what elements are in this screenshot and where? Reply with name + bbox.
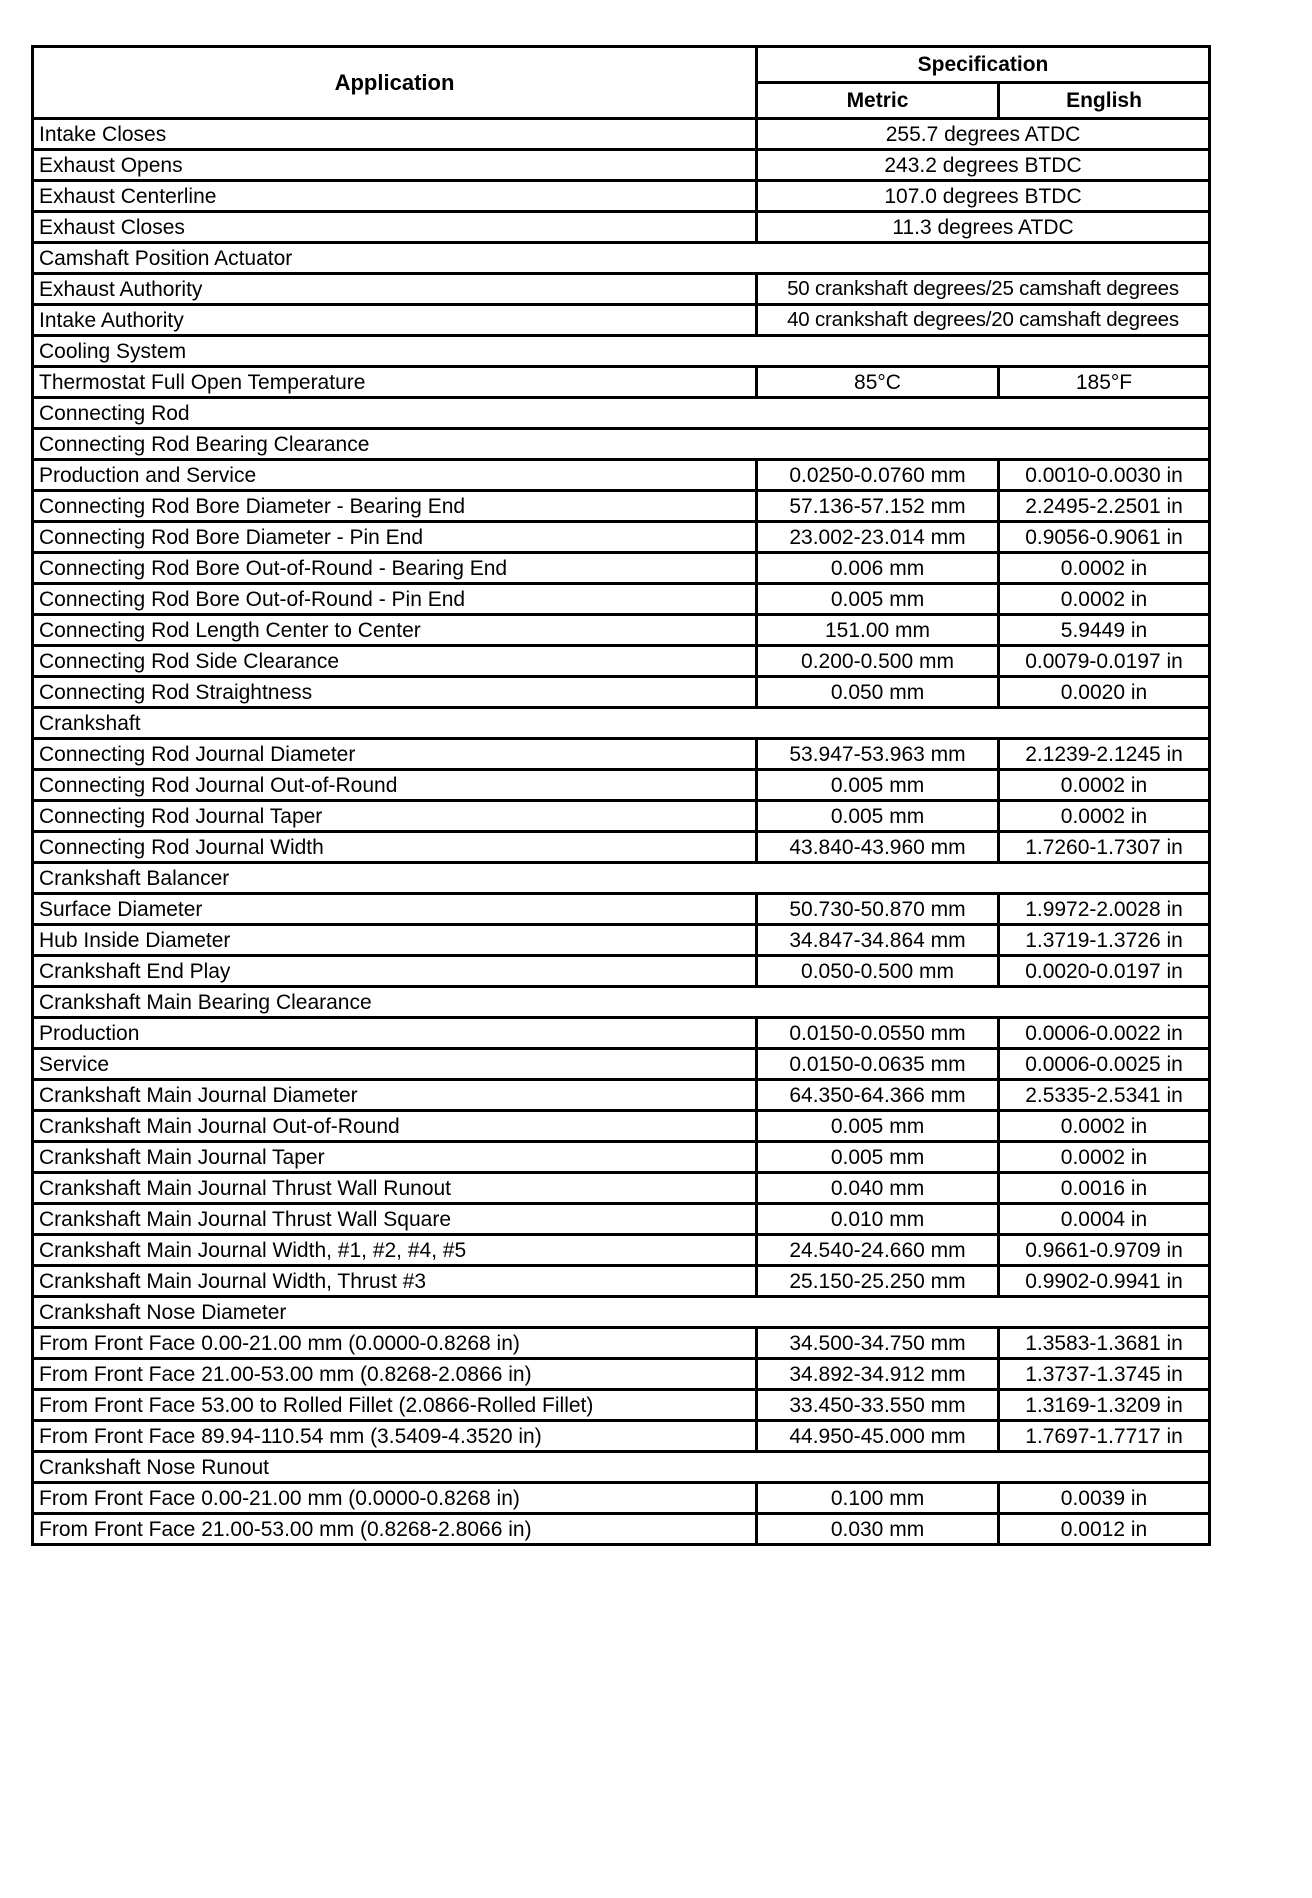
english-value-cell: 0.0010-0.0030 in (999, 460, 1210, 491)
metric-value-cell: 0.005 mm (757, 1111, 999, 1142)
english-value-cell: 0.0002 in (999, 770, 1210, 801)
metric-value-cell: 43.840-43.960 mm (757, 832, 999, 863)
english-value-cell: 1.3719-1.3726 in (999, 925, 1210, 956)
english-value-cell: 2.2495-2.2501 in (999, 491, 1210, 522)
specification-value-cell: 40 crankshaft degrees/20 camshaft degrees (757, 305, 1210, 336)
english-value-cell: 0.0004 in (999, 1204, 1210, 1235)
metric-value-cell: 0.0250-0.0760 mm (757, 460, 999, 491)
table-row (33, 1266, 1210, 1297)
application-cell: Connecting Rod Bore Out-of-Round - Pin End (33, 584, 757, 615)
metric-value-cell: 53.947-53.963 mm (757, 739, 999, 770)
application-cell: Crankshaft End Play (33, 956, 757, 987)
application-cell: From Front Face 21.00-53.00 mm (0.8268-2.0866 in) (33, 1359, 757, 1390)
application-cell: Exhaust Centerline (33, 181, 757, 212)
table-row (33, 119, 1210, 150)
english-value-cell: 0.0002 in (999, 553, 1210, 584)
specification-value-cell: 11.3 degrees ATDC (757, 212, 1210, 243)
table-row (33, 832, 1210, 863)
application-cell: Service (33, 1049, 757, 1080)
section-row (33, 398, 1210, 429)
english-value-cell: 0.0020-0.0197 in (999, 956, 1210, 987)
table-row (33, 1235, 1210, 1266)
table-row (33, 677, 1210, 708)
metric-value-cell: 0.050-0.500 mm (757, 956, 999, 987)
english-value-cell: 0.9056-0.9061 in (999, 522, 1210, 553)
application-cell: Exhaust Closes (33, 212, 757, 243)
metric-value-cell: 34.500-34.750 mm (757, 1328, 999, 1359)
metric-value-cell: 0.010 mm (757, 1204, 999, 1235)
english-value-cell: 0.0002 in (999, 1111, 1210, 1142)
application-cell: Connecting Rod Bore Diameter - Pin End (33, 522, 757, 553)
section-row (33, 336, 1210, 367)
metric-value-cell: 0.100 mm (757, 1483, 999, 1514)
section-label: Cooling System (33, 336, 1210, 367)
table-header (33, 47, 1210, 119)
english-value-cell: 0.0006-0.0022 in (999, 1018, 1210, 1049)
metric-value-cell: 151.00 mm (757, 615, 999, 646)
table-row (33, 646, 1210, 677)
application-cell: From Front Face 53.00 to Rolled Fillet (2.0866-Rolled Fillet) (33, 1390, 757, 1421)
section-row (33, 708, 1210, 739)
english-value-cell: 0.0039 in (999, 1483, 1210, 1514)
metric-value-cell: 85°C (757, 367, 999, 398)
table-row (33, 460, 1210, 491)
section-row (33, 243, 1210, 274)
table-row (33, 1204, 1210, 1235)
application-cell: Intake Authority (33, 305, 757, 336)
specification-value-cell: 50 crankshaft degrees/25 camshaft degrees (757, 274, 1210, 305)
specification-value-cell: 243.2 degrees BTDC (757, 150, 1210, 181)
table-row (33, 181, 1210, 212)
metric-value-cell: 50.730-50.870 mm (757, 894, 999, 925)
english-value-cell: 1.3583-1.3681 in (999, 1328, 1210, 1359)
table-row (33, 1173, 1210, 1204)
table-row (33, 150, 1210, 181)
metric-value-cell: 0.0150-0.0635 mm (757, 1049, 999, 1080)
section-label: Crankshaft Balancer (33, 863, 1210, 894)
application-cell: Connecting Rod Length Center to Center (33, 615, 757, 646)
section-label: Connecting Rod Bearing Clearance (33, 429, 1210, 460)
metric-value-cell: 0.050 mm (757, 677, 999, 708)
section-label: Connecting Rod (33, 398, 1210, 429)
metric-value-cell: 0.006 mm (757, 553, 999, 584)
application-cell: Production and Service (33, 460, 757, 491)
table-row (33, 801, 1210, 832)
table-row (33, 584, 1210, 615)
section-label: Crankshaft (33, 708, 1210, 739)
section-label: Camshaft Position Actuator (33, 243, 1210, 274)
table-row (33, 956, 1210, 987)
application-cell: Exhaust Authority (33, 274, 757, 305)
english-value-cell: 0.0016 in (999, 1173, 1210, 1204)
english-value-cell: 0.0006-0.0025 in (999, 1049, 1210, 1080)
application-cell: Connecting Rod Journal Out-of-Round (33, 770, 757, 801)
section-row (33, 1452, 1210, 1483)
section-label: Crankshaft Nose Diameter (33, 1297, 1210, 1328)
table-row (33, 491, 1210, 522)
application-cell: Crankshaft Main Journal Taper (33, 1142, 757, 1173)
metric-value-cell: 0.200-0.500 mm (757, 646, 999, 677)
metric-value-cell: 34.847-34.864 mm (757, 925, 999, 956)
table-row (33, 1359, 1210, 1390)
metric-value-cell: 0.005 mm (757, 801, 999, 832)
metric-value-cell: 25.150-25.250 mm (757, 1266, 999, 1297)
table-row (33, 615, 1210, 646)
table-row (33, 1142, 1210, 1173)
table-row (33, 305, 1210, 336)
application-cell: Connecting Rod Side Clearance (33, 646, 757, 677)
metric-value-cell: 0.0150-0.0550 mm (757, 1018, 999, 1049)
application-cell: Production (33, 1018, 757, 1049)
english-value-cell: 185°F (999, 367, 1210, 398)
table-row (33, 367, 1210, 398)
application-cell: Thermostat Full Open Temperature (33, 367, 757, 398)
specification-table (31, 45, 1211, 1546)
english-value-cell: 0.0020 in (999, 677, 1210, 708)
english-header: English (999, 83, 1210, 119)
application-cell: Crankshaft Main Journal Diameter (33, 1080, 757, 1111)
application-cell: From Front Face 0.00-21.00 mm (0.0000-0.8268 in) (33, 1328, 757, 1359)
table-row (33, 1049, 1210, 1080)
table-row (33, 212, 1210, 243)
application-cell: Crankshaft Main Journal Thrust Wall Runout (33, 1173, 757, 1204)
table-row (33, 894, 1210, 925)
table-body (33, 119, 1210, 1545)
application-cell: Connecting Rod Journal Width (33, 832, 757, 863)
application-cell: Connecting Rod Journal Diameter (33, 739, 757, 770)
english-value-cell: 0.0002 in (999, 1142, 1210, 1173)
application-cell: Connecting Rod Bore Diameter - Bearing End (33, 491, 757, 522)
application-cell: Intake Closes (33, 119, 757, 150)
table-row (33, 1514, 1210, 1545)
metric-header: Metric (757, 83, 999, 119)
english-value-cell: 1.9972-2.0028 in (999, 894, 1210, 925)
english-value-cell: 1.3169-1.3209 in (999, 1390, 1210, 1421)
table-row (33, 1111, 1210, 1142)
application-cell: From Front Face 89.94-110.54 mm (3.5409-4.3520 in) (33, 1421, 757, 1452)
header-row-top (33, 47, 1210, 83)
table-row (33, 274, 1210, 305)
english-value-cell: 0.0012 in (999, 1514, 1210, 1545)
metric-value-cell: 34.892-34.912 mm (757, 1359, 999, 1390)
application-cell: Exhaust Opens (33, 150, 757, 181)
section-row (33, 429, 1210, 460)
section-row (33, 987, 1210, 1018)
metric-value-cell: 0.005 mm (757, 1142, 999, 1173)
application-cell: Crankshaft Main Journal Width, #1, #2, #4, #5 (33, 1235, 757, 1266)
application-cell: From Front Face 21.00-53.00 mm (0.8268-2.8066 in) (33, 1514, 757, 1545)
table-row (33, 1080, 1210, 1111)
english-value-cell: 5.9449 in (999, 615, 1210, 646)
specification-header: Specification (757, 47, 1210, 83)
english-value-cell: 2.1239-2.1245 in (999, 739, 1210, 770)
metric-value-cell: 44.950-45.000 mm (757, 1421, 999, 1452)
metric-value-cell: 0.030 mm (757, 1514, 999, 1545)
metric-value-cell: 57.136-57.152 mm (757, 491, 999, 522)
metric-value-cell: 24.540-24.660 mm (757, 1235, 999, 1266)
metric-value-cell: 64.350-64.366 mm (757, 1080, 999, 1111)
application-cell: Connecting Rod Straightness (33, 677, 757, 708)
application-cell: Connecting Rod Bore Out-of-Round - Bearing End (33, 553, 757, 584)
table-row (33, 925, 1210, 956)
application-cell: Crankshaft Main Journal Out-of-Round (33, 1111, 757, 1142)
table-row (33, 1328, 1210, 1359)
table-row (33, 1390, 1210, 1421)
application-header: Application (33, 47, 757, 119)
metric-value-cell: 0.040 mm (757, 1173, 999, 1204)
english-value-cell: 0.0002 in (999, 584, 1210, 615)
metric-value-cell: 0.005 mm (757, 584, 999, 615)
english-value-cell: 1.7260-1.7307 in (999, 832, 1210, 863)
table-row (33, 1018, 1210, 1049)
metric-value-cell: 0.005 mm (757, 770, 999, 801)
section-row (33, 1297, 1210, 1328)
application-cell: Hub Inside Diameter (33, 925, 757, 956)
metric-value-cell: 33.450-33.550 mm (757, 1390, 999, 1421)
application-cell: Connecting Rod Journal Taper (33, 801, 757, 832)
english-value-cell: 0.0079-0.0197 in (999, 646, 1210, 677)
application-cell: From Front Face 0.00-21.00 mm (0.0000-0.8268 in) (33, 1483, 757, 1514)
english-value-cell: 2.5335-2.5341 in (999, 1080, 1210, 1111)
table-row (33, 522, 1210, 553)
english-value-cell: 1.7697-1.7717 in (999, 1421, 1210, 1452)
section-label: Crankshaft Main Bearing Clearance (33, 987, 1210, 1018)
english-value-cell: 0.9902-0.9941 in (999, 1266, 1210, 1297)
application-cell: Crankshaft Main Journal Thrust Wall Square (33, 1204, 757, 1235)
english-value-cell: 0.0002 in (999, 801, 1210, 832)
table-row (33, 770, 1210, 801)
table-row (33, 1421, 1210, 1452)
application-cell: Crankshaft Main Journal Width, Thrust #3 (33, 1266, 757, 1297)
application-cell: Surface Diameter (33, 894, 757, 925)
table-row (33, 1483, 1210, 1514)
table-row (33, 739, 1210, 770)
specification-value-cell: 255.7 degrees ATDC (757, 119, 1210, 150)
section-label: Crankshaft Nose Runout (33, 1452, 1210, 1483)
section-row (33, 863, 1210, 894)
table-row (33, 553, 1210, 584)
english-value-cell: 0.9661-0.9709 in (999, 1235, 1210, 1266)
english-value-cell: 1.3737-1.3745 in (999, 1359, 1210, 1390)
metric-value-cell: 23.002-23.014 mm (757, 522, 999, 553)
specification-value-cell: 107.0 degrees BTDC (757, 181, 1210, 212)
